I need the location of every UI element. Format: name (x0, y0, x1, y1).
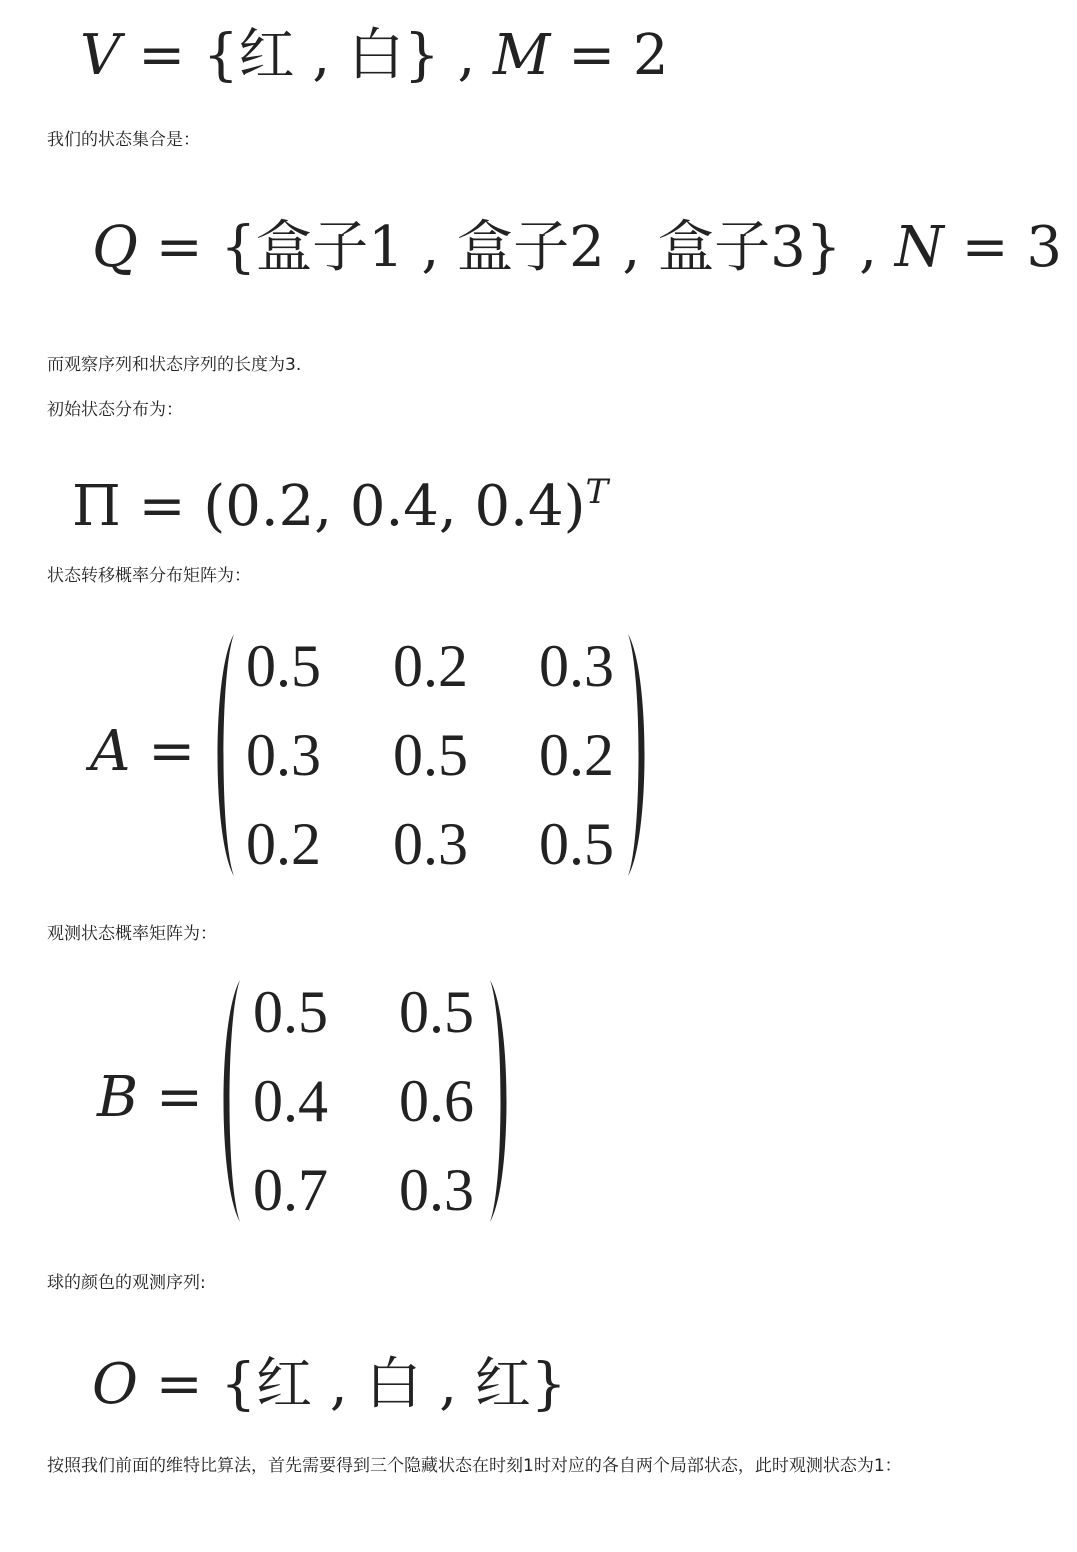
cell: 0.3 (399, 1157, 474, 1223)
cell: 0.2 (393, 633, 468, 699)
cell: 0.2 (246, 811, 321, 877)
equation-pi: Π = (0.2, 0.4, 0.4)$^T$ (72, 472, 609, 539)
left-paren-icon (208, 632, 238, 878)
cell: 0.6 (399, 1068, 474, 1134)
text-observation: 球的颜色的观测序列: (47, 1273, 206, 1293)
text-viterbi: 按照我们前面的维特比算法，首先需要得到三个隐藏状态在时刻1时对应的各自两个局部状态，此时观测状态为1： (47, 1456, 902, 1476)
text-state-set: 我们的状态集合是： (47, 130, 200, 150)
text-length: 而观察序列和状态序列的长度为3. (47, 355, 302, 375)
cell: 0.5 (253, 979, 328, 1045)
cell: 0.5 (539, 811, 614, 877)
cell: 0.5 (393, 722, 468, 788)
left-paren-icon (214, 978, 244, 1224)
equation-q: Q = {盒子1 , 盒子2 , 盒子3} , N = 3 (92, 215, 1062, 280)
text-emission: 观测状态概率矩阵为： (47, 924, 217, 944)
cell: 0.2 (539, 722, 614, 788)
cell: 0.5 (399, 979, 474, 1045)
cell: 0.7 (253, 1157, 328, 1223)
equation-v: V = {红 , 白} , M = 2 (80, 23, 669, 88)
cell: 0.3 (539, 633, 614, 699)
cell: 0.3 (393, 811, 468, 877)
cell: 0.4 (253, 1068, 328, 1134)
document-page: V = {红 , 白} , M = 2 我们的状态集合是： Q = {盒子1 , 盒子2 , 盒子3} , N = 3 而观察序列和状态序列的长度为3. 初始状态分布为： Π = (0.2, 0.4, 0.4)$^T$ 状态转移概率分布矩阵为： A = 0.5 0.2 0.3 0.3 0.5 0.2 0.2 0.3 0.5 观测状态概率矩阵为： B = 0.5 0.5 0.4 0.6 0.7 0.3 球的颜色的观测序列: O = {红 , 白 , 红} 按照我们前面的维特比算法，首先需要得到三个隐藏状态在时刻1时对应的各自两个局部状态，此时观测状态为1： (0, 0, 1077, 1552)
cell: 0.3 (246, 722, 321, 788)
right-paren-icon (486, 978, 516, 1224)
right-paren-icon (624, 632, 654, 878)
cell: 0.5 (246, 633, 321, 699)
equation-o: O = {红 , 白 , 红} (92, 1352, 567, 1417)
text-initial: 初始状态分布为： (47, 400, 183, 420)
text-transition: 状态转移概率分布矩阵为： (47, 566, 251, 586)
